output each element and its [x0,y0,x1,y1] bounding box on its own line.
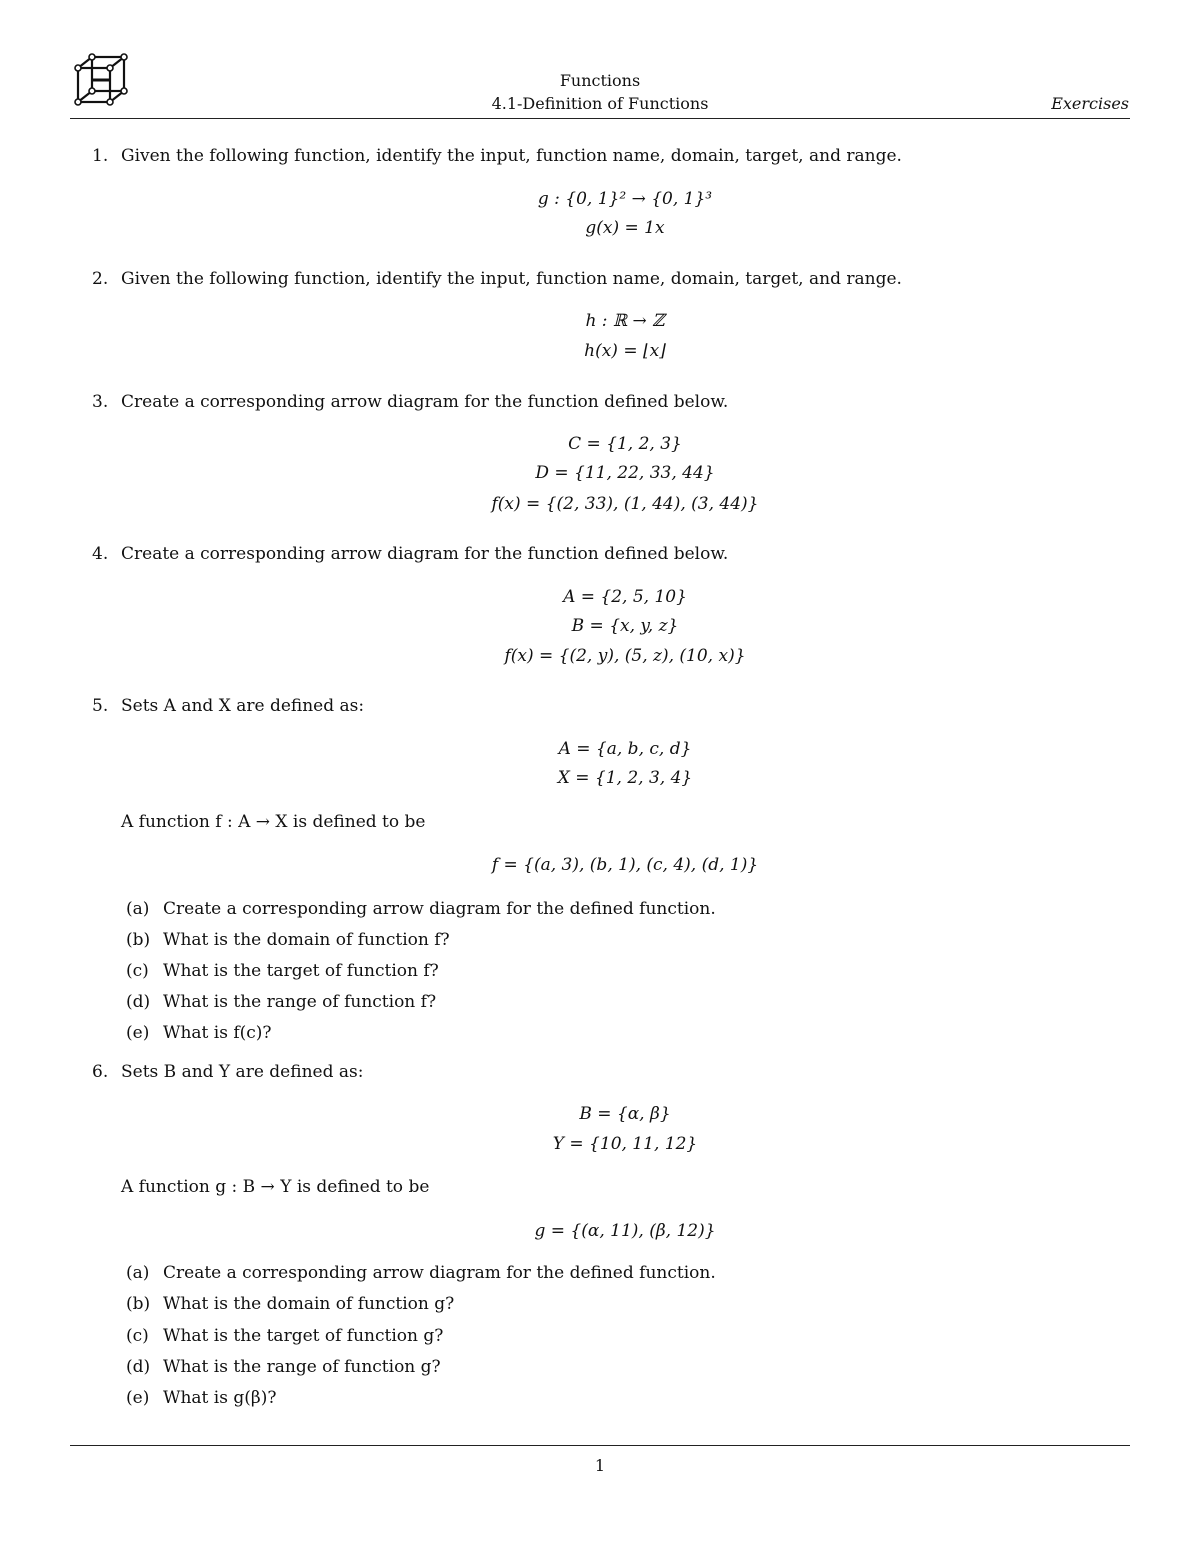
subpart-text: What is f(c)? [163,1023,272,1043]
question-number: 5. [92,696,109,716]
function-definition: f = {(a, 3), (b, 1), (c, 4), (d, 1)} [491,855,759,875]
header-rule [70,118,1130,119]
math-line: f(x) = {(2, 33), (1, 44), (3, 44)} [491,494,759,514]
math-line: B = {x, y, z} [571,616,679,636]
subpart-label: (b) [126,1294,151,1314]
subpart-text: What is the target of function g? [163,1326,444,1346]
function-intro: A function f : A → X is defined to be [121,812,426,832]
math-line: A = {a, b, c, d} [558,739,692,759]
subpart-label: (b) [126,930,151,950]
subpart-label: (a) [126,1263,150,1283]
question-text: Given the following function, identify the input, function name, domain, target, and range. [121,146,902,166]
question-text: Given the following function, identify the input, function name, domain, target, and range. [121,269,902,289]
subpart-text: Create a corresponding arrow diagram for the defined function. [163,1263,716,1283]
question-text: Create a corresponding arrow diagram for the function defined below. [121,392,729,412]
question-number: 2. [92,269,109,289]
math-line: X = {1, 2, 3, 4} [557,768,693,788]
question-text: Sets A and X are defined as: [121,696,365,716]
page-number: 1 [594,1456,606,1475]
subpart-label: (a) [126,899,150,919]
question-number: 4. [92,544,109,564]
question-text: Sets B and Y are defined as: [121,1062,364,1082]
math-line: g : {0, 1}² → {0, 1}³ [537,189,713,209]
subpart-text: What is the range of function g? [163,1357,441,1377]
footer-rule [70,1445,1130,1446]
question-number: 3. [92,392,109,412]
subpart-text: What is the range of function f? [163,992,437,1012]
question-text: Create a corresponding arrow diagram for the function defined below. [121,544,729,564]
subpart-text: What is g(β)? [163,1388,277,1408]
math-line: f(x) = {(2, y), (5, z), (10, x)} [504,646,746,666]
subpart-label: (c) [126,1326,149,1346]
math-line: B = {α, β} [579,1104,671,1124]
math-line: D = {11, 22, 33, 44} [535,463,715,483]
header-subtitle: 4.1-Definition of Functions [491,94,709,113]
subpart-text: What is the target of function f? [163,961,439,981]
function-definition: g = {(α, 11), (β, 12)} [534,1221,716,1241]
math-line: h(x) = ⌊x⌋ [584,341,666,361]
math-line: C = {1, 2, 3} [568,434,682,454]
subpart-text: What is the domain of function f? [163,930,450,950]
question-number: 6. [92,1062,109,1082]
function-intro: A function g : B → Y is defined to be [121,1177,430,1197]
subpart-label: (e) [126,1023,150,1043]
math-line: A = {2, 5, 10} [563,587,687,607]
subpart-label: (c) [126,961,149,981]
math-line: g(x) = 1x [585,218,665,238]
math-line: h : ℝ → ℤ [585,311,665,331]
header-title: Functions [559,71,641,90]
subpart-text: What is the domain of function g? [163,1294,455,1314]
subpart-label: (d) [126,992,151,1012]
question-number: 1. [92,146,109,166]
subpart-label: (d) [126,1357,151,1377]
subpart-label: (e) [126,1388,150,1408]
subpart-text: Create a corresponding arrow diagram for the defined function. [163,899,716,919]
math-line: Y = {10, 11, 12} [552,1134,698,1154]
header-exercises-label: Exercises [1051,94,1129,113]
